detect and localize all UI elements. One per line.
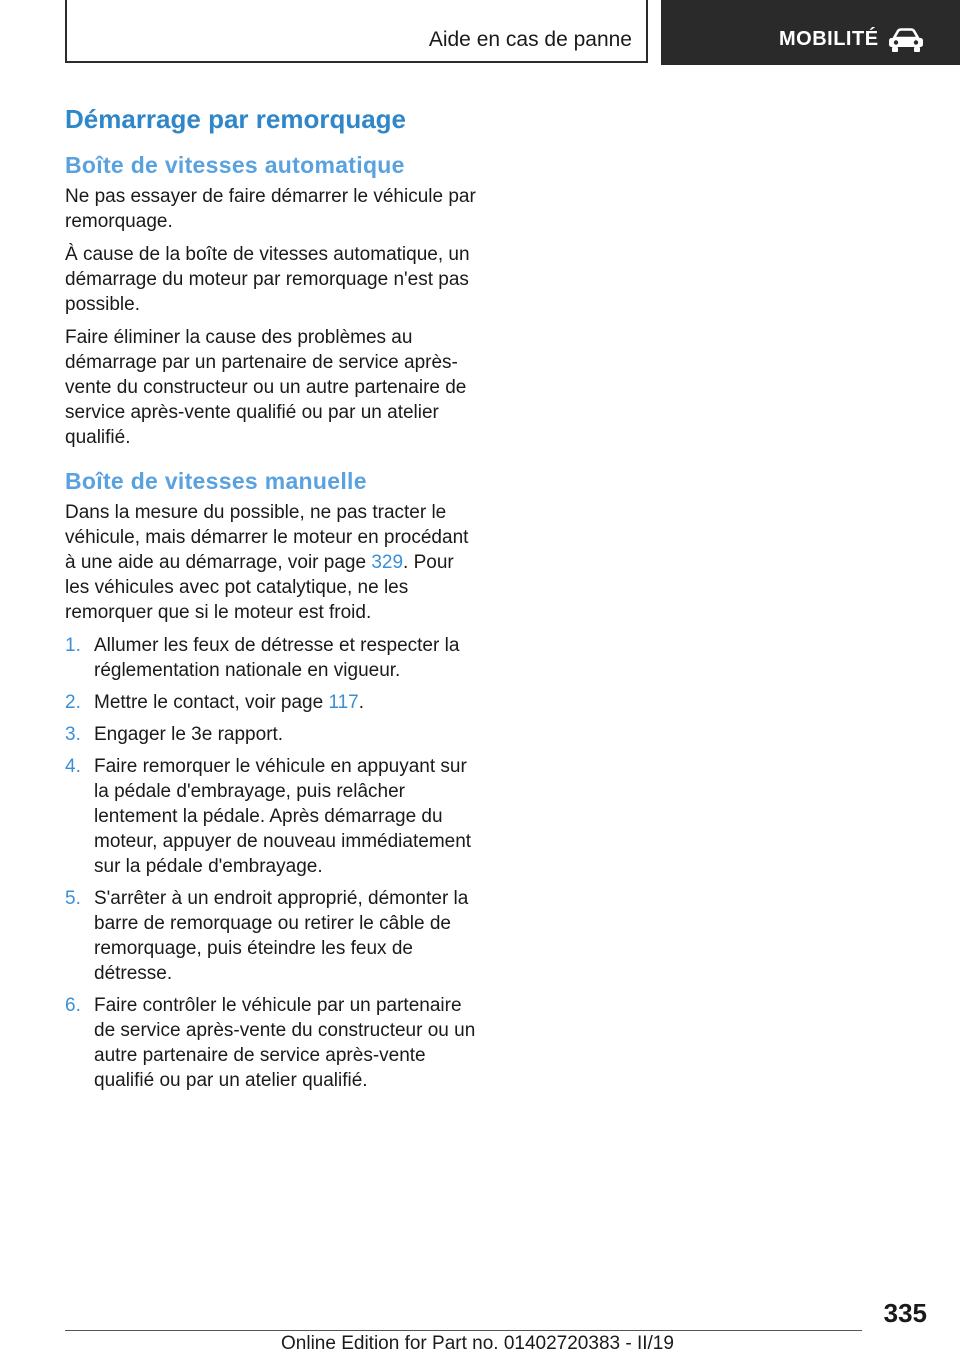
manual-intro-text: Dans la mesure du possible, ne pas tracter le véhicule, mais démarrer le moteur en procédant à une aide au démarrage, voir page <box>65 502 469 573</box>
manual-intro-text: . Pour les véhicules avec pot catalytique, ne les remorquer que si le moteur est froid. <box>65 552 454 623</box>
footer-divider <box>65 1330 862 1331</box>
step-number: 5. <box>65 888 81 909</box>
list-item <box>65 993 480 1093</box>
automatic-paragraph: Ne pas essayer de faire démarrer le véhicule par remorquage. <box>65 186 476 232</box>
page-title: Démarrage par remorquage <box>65 104 407 134</box>
list-item <box>65 886 480 986</box>
step-number: 2. <box>65 692 81 713</box>
step-text: S'arrêter à un endroit approprié, démonter la barre de remorquage ou retirer le câble de remorquage, puis éteindre les feux de détresse. <box>94 888 469 984</box>
section-header-tab <box>65 0 648 63</box>
automatic-paragraph: À cause de la boîte de vitesses automatique, un démarrage du moteur par remorquage n'est pas possible. <box>65 244 470 315</box>
steps-list <box>65 633 480 1093</box>
step-text: Mettre le contact, voir page <box>94 692 329 713</box>
list-item <box>65 722 480 747</box>
car-icon <box>887 28 925 54</box>
page-link-329[interactable]: 329 <box>371 552 404 573</box>
list-item <box>65 690 480 715</box>
manual-intro <box>65 500 480 625</box>
automatic-heading: Boîte de vitesses automatique <box>65 152 405 178</box>
step-text: . <box>358 692 365 713</box>
page-number: 335 <box>883 1298 927 1328</box>
edition-text: Online Edition for Part no. 01402720383 - II/19 <box>281 1333 674 1354</box>
chapter-header-tab <box>661 0 960 65</box>
step-text: Faire remorquer le véhicule en appuyant sur la pédale d'embrayage, puis relâcher lentement la pédale. Après démarrage du moteur, appuyer de nouveau immédiatement sur la pédale d'embrayage. <box>94 756 472 877</box>
automatic-paragraph: Faire éliminer la cause des problèmes au démarrage par un partenaire de service après-vente du constructeur ou un autre partenaire de service après-vente qualifié ou par un atelier qualifié. <box>65 327 467 448</box>
step-number: 3. <box>65 724 81 745</box>
main-content <box>65 100 480 1100</box>
step-text: Engager le 3e rapport. <box>94 724 284 745</box>
list-item <box>65 754 480 879</box>
page-link-117[interactable]: 117 <box>328 692 359 713</box>
step-number: 1. <box>65 635 81 656</box>
chapter-title: MOBILITÉ <box>779 28 879 50</box>
step-number: 6. <box>65 995 81 1016</box>
step-text: Allumer les feux de détresse et respecter la réglementation nationale en vigueur. <box>94 635 460 681</box>
section-title: Aide en cas de panne <box>428 28 632 51</box>
step-text: Faire contrôler le véhicule par un partenaire de service après-vente du constructeur ou un autre partenaire de service après-vente qualifié ou par un atelier qualifié. <box>94 995 476 1091</box>
manual-heading: Boîte de vitesses manuelle <box>65 468 367 494</box>
list-item <box>65 633 480 683</box>
step-number: 4. <box>65 756 81 777</box>
